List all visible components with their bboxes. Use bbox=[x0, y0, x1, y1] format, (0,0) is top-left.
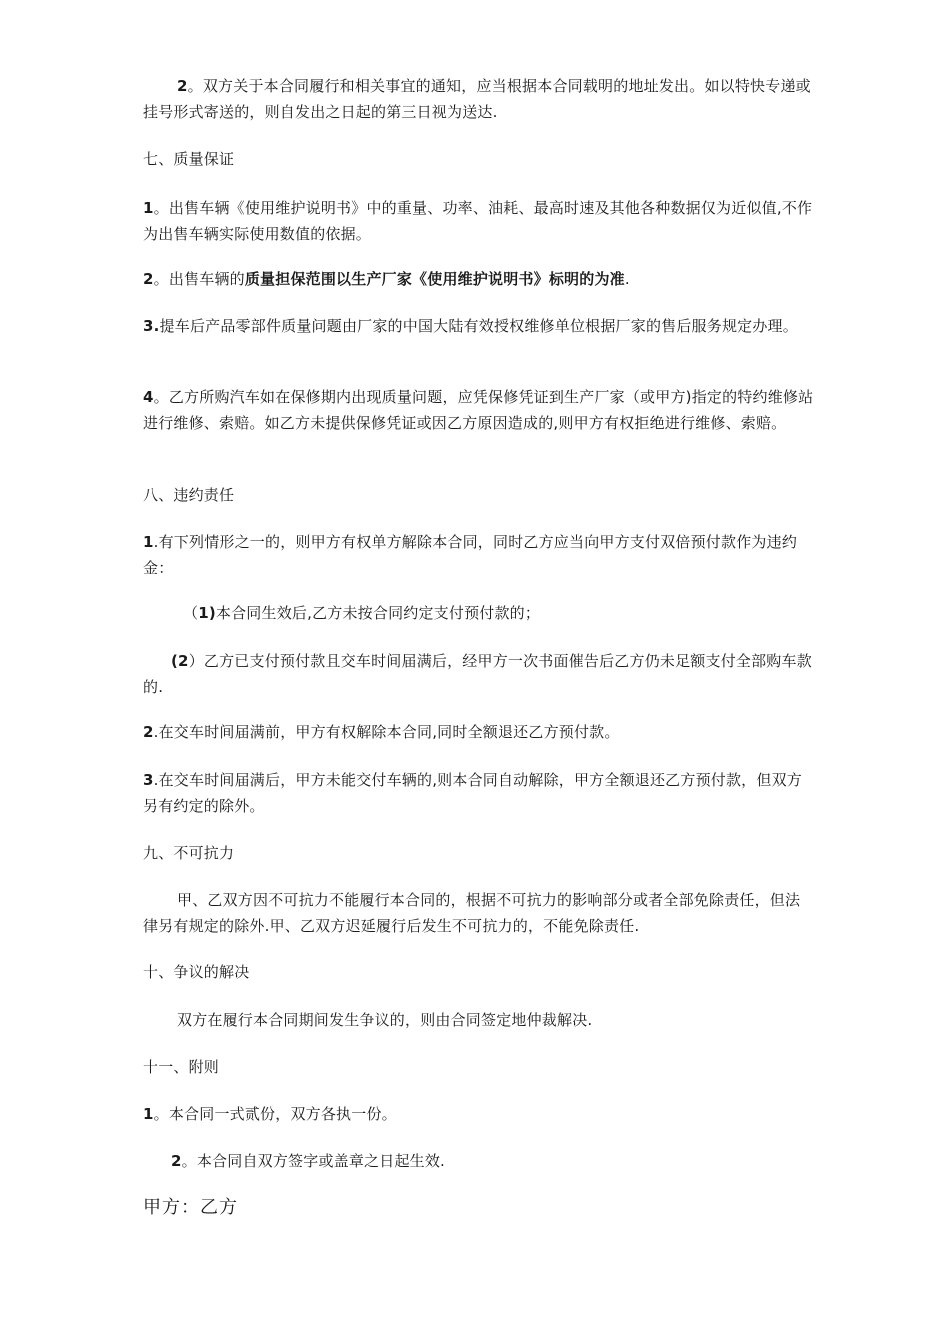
section8-case1: （1)本合同生效后,乙方未按合同约定支付预付款的； bbox=[183, 604, 541, 622]
signature-line: 甲方：乙方 bbox=[143, 1197, 238, 1218]
section8-heading: 八、违约责任 bbox=[143, 486, 235, 504]
section11-clause2: 2。本合同自双方签字或盖章之日起生效. bbox=[171, 1152, 446, 1170]
section7-clause1: 1。出售车辆《使用维护说明书》中的重量、功率、油耗、最高时速及其他各种数据仅为近似值,不作为出售车辆实际使用数值的依据。 bbox=[143, 199, 813, 243]
section10-heading: 十、争议的解决 bbox=[143, 963, 250, 981]
section7-heading: 七、质量保证 bbox=[143, 150, 235, 168]
section8-clause2: 2.在交车时间届满前，甲方有权解除本合同,同时全额退还乙方预付款。 bbox=[143, 723, 620, 741]
section7-clause3: 3.提车后产品零部件质量问题由厂家的中国大陆有效授权维修单位根据厂家的售后服务规定办理。 bbox=[143, 317, 798, 335]
section10-body: 双方在履行本合同期间发生争议的，则由合同签定地仲裁解决. bbox=[177, 1011, 593, 1029]
section8-case2: (2）乙方已支付预付款且交车时间届满后，经甲方一次书面催告后乙方仍未足额支付全部购车款的. bbox=[143, 652, 812, 696]
section9-heading: 九、不可抗力 bbox=[143, 844, 235, 862]
section9-body: 甲、乙双方因不可抗力不能履行本合同的，根据不可抗力的影响部分或者全部免除责任，但法律另有规定的除外.甲、乙双方迟延履行后发生不可抗力的，不能免除责任. bbox=[143, 891, 801, 935]
section8-clause3: 3.在交车时间届满后，甲方未能交付车辆的,则本合同自动解除，甲方全额退还乙方预付款，但双方另有约定的除外。 bbox=[143, 771, 802, 815]
section7-clause4: 4。乙方所购汽车如在保修期内出现质量问题，应凭保修凭证到生产厂家（或甲方)指定的特约维修站进行维修、索赔。如乙方未提供保修凭证或因乙方原因造成的,则甲方有权拒绝进行维修、索赔。 bbox=[143, 388, 814, 432]
section6-clause2: 2。双方关于本合同履行和相关事宜的通知，应当根据本合同载明的地址发出。如以特快专递或挂号形式寄送的，则自发出之日起的第三日视为送达. bbox=[143, 77, 811, 121]
section8-clause1: 1.有下列情形之一的，则甲方有权单方解除本合同，同时乙方应当向甲方支付双倍预付款作为违约金： bbox=[143, 533, 798, 577]
section11-clause1: 1。本合同一式贰份，双方各执一份。 bbox=[143, 1105, 397, 1123]
section11-heading: 十一、附则 bbox=[143, 1058, 220, 1076]
section7-clause2: 2。出售车辆的质量担保范围以生产厂家《使用维护说明书》标明的为准. bbox=[143, 270, 630, 288]
